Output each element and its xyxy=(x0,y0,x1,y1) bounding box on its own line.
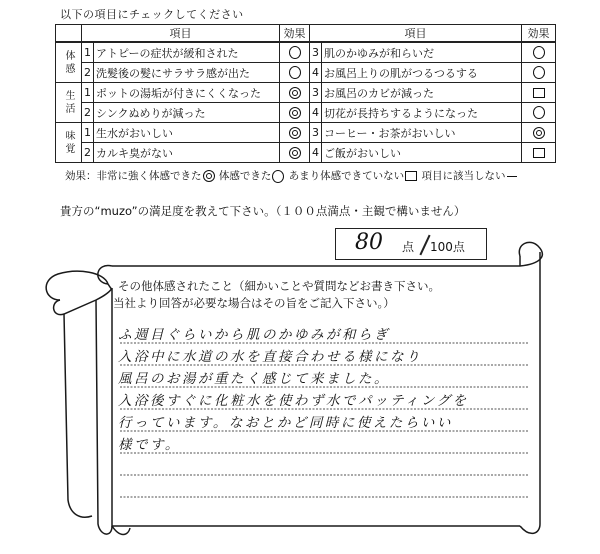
item-number: 1 xyxy=(82,123,94,143)
handwritten-line: 入浴後すぐに化粧水を使わず水でパッティングを xyxy=(118,393,469,409)
item-label: ご飯がおいしい xyxy=(322,143,522,163)
instruction-text: 以下の項目にチェックしてください xyxy=(60,8,244,21)
item-label: ポットの湯垢が付きにくくなった xyxy=(94,83,280,103)
item-label: お風呂上りの肌がつるつるする xyxy=(322,63,522,83)
item-number: 4 xyxy=(310,143,322,163)
header-item-left: 項目 xyxy=(82,25,280,43)
item-number: 4 xyxy=(310,63,322,83)
item-number: 1 xyxy=(82,42,94,63)
satisfaction-unit: 点 xyxy=(402,240,415,254)
item-label: 洗髪後の髪にサラサラ感が出た xyxy=(94,63,280,83)
item-label: アトピーの症状が緩和された xyxy=(94,42,280,63)
category-label: 生活 xyxy=(56,83,82,123)
legend-b: 体感できた xyxy=(218,170,272,182)
satisfaction-question: 貴方の“muzo”の満足度を教えて下さい。（１００点満点・主観で構いません） xyxy=(60,204,466,218)
header-effect-right: 効果 xyxy=(522,25,556,43)
item-label: 切花が長持ちするようになった xyxy=(322,103,522,123)
legend-prefix: 効果：非常に強く体感できた xyxy=(65,170,202,182)
category-label: 味覚 xyxy=(56,123,82,163)
handwritten-line: 様です。 xyxy=(118,437,181,453)
item-label: お風呂のカビが減った xyxy=(322,83,522,103)
item-number: 3 xyxy=(310,42,322,63)
legend-d: 項目に該当しない xyxy=(421,170,506,182)
header-effect-left: 効果 xyxy=(280,25,310,43)
handwritten-line: 行っています。なおとかど同時に使えたらいい xyxy=(118,415,453,431)
legend-c: あまり体感できていない xyxy=(288,170,405,182)
item-label: 生水がおいしい xyxy=(94,123,280,143)
satisfaction-score: 80 xyxy=(355,230,383,255)
item-number: 1 xyxy=(82,83,94,103)
comment-heading-1: その他体感されたこと（細かいことや質問などお書き下さい。 xyxy=(118,279,440,293)
item-label: カルキ臭がない xyxy=(94,143,280,163)
item-number: 2 xyxy=(82,103,94,123)
item-number: 2 xyxy=(82,143,94,163)
item-label: シンクぬめりが減った xyxy=(94,103,280,123)
item-number: 4 xyxy=(310,103,322,123)
item-label: 肌のかゆみが和らいだ xyxy=(322,42,522,63)
comment-heading-2: 当社より回答が必要な場合はその旨をご記入下さい。） xyxy=(113,296,395,310)
item-number: 3 xyxy=(310,123,322,143)
category-label: 体感 xyxy=(56,42,82,83)
handwritten-line: ふ週目ぐらいから肌のかゆみが和らぎ xyxy=(118,327,390,343)
satisfaction-max: 100点 xyxy=(430,240,465,254)
item-number: 2 xyxy=(82,63,94,83)
handwritten-line: 入浴中に水道の水を直接合わせる様になり xyxy=(118,349,422,365)
handwritten-line: 風呂のお湯が重たく感じて来ました。 xyxy=(118,371,390,387)
header-item-right: 項目 xyxy=(310,25,522,43)
item-label: コーヒー・お茶がおいしい xyxy=(322,123,522,143)
item-number: 3 xyxy=(310,83,322,103)
